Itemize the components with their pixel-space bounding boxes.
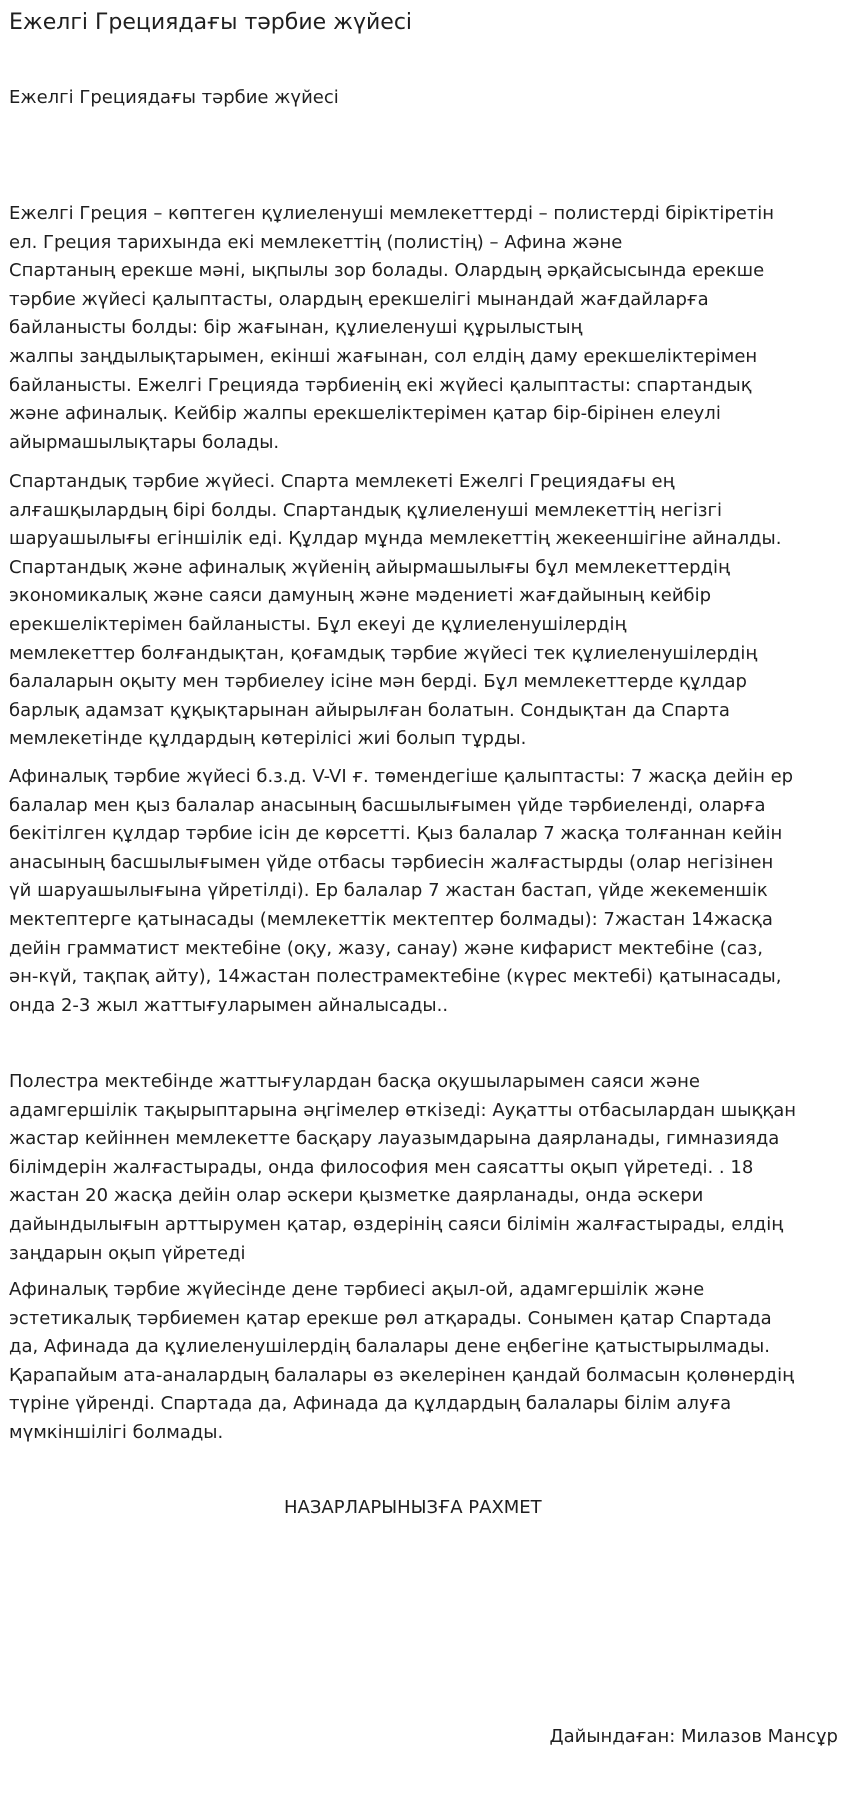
- paragraph-line: дайындылығын арттырумен қатар, өздерінің саяси білімін жалғастырады, елдің: [9, 1213, 784, 1235]
- paragraph-line: Афиналық тәрбие жүйесінде дене тәрбиесі ақыл-ой, адамгершілік және: [9, 1279, 705, 1300]
- paragraph-line: Спартандық және афиналық жүйенің айырмашылығы бұл мемлекеттердің: [9, 556, 730, 578]
- paragraph-line: жастар кейіннен мемлекетте басқару лауазымдарына даярланады, гимназияда: [9, 1128, 780, 1150]
- paragraph-line: Қарапайым ата-аналардың балалары өз әкелерінен қандай болмасын қолөнердің: [9, 1364, 795, 1386]
- paragraph-line: онда 2-3 жыл жаттығуларымен айналысады..: [9, 994, 449, 1016]
- closing-thanks: НАЗАРЛАРЫНЫЗҒА РАХМЕТ: [284, 1497, 542, 1518]
- paragraph-line: түріне үйренді. Спартада да, Афинада да құлдардың балалары білім алуға: [9, 1393, 732, 1415]
- paragraph-sparta: [9, 468, 844, 754]
- paragraph-line: Спартандық тәрбие жүйесі. Спарта мемлекеті Ежелгі Грециядағы ең: [9, 471, 675, 492]
- paragraph-line: экономикалық және саяси дамуның және мәдениеті жағдайының кейбір: [9, 585, 712, 607]
- paragraph-intro: [9, 200, 844, 457]
- paragraph-line: ел. Греция тарихында екі мемлекеттің (полистің) – Афина және: [9, 231, 623, 253]
- paragraph-palaestra: [9, 1068, 844, 1268]
- paragraph-line: ерекшеліктерімен байланысты. Бұл екеуі де құлиеленушілердің: [9, 613, 627, 635]
- paragraph-line: анасының басшылығымен үйде отбасы тәрбиесін жалғастырды (олар негізінен: [9, 851, 774, 873]
- paragraph-line: үй шаруашылығына үйретілді). Ер балалар 7 жастан бастап, үйде жекеменшік: [9, 880, 768, 902]
- paragraph-line: адамгершілік тақырыптарына әңгімелер өткізеді: Ауқатты отбасылардан шыққан: [9, 1099, 797, 1121]
- paragraph-line: білімдерін жалғастырады, онда философия мен саясатты оқып үйретеді. . 18: [9, 1156, 754, 1178]
- paragraph-line: мектептерге қатынасады (мемлекеттік мектептер болмады): 7жастан 14жасқа: [9, 908, 773, 930]
- paragraph-line: балаларын оқыту мен тәрбиелеу ісіне мән берді. Бұл мемлекеттерде құлдар: [9, 671, 747, 693]
- paragraph-line: балалар мен қыз балалар анасының басшылығымен үйде тәрбиеленді, оларға: [9, 794, 766, 816]
- paragraph-line: тәрбие жүйесі қалыптасты, олардың ерекшелігі мынандай жағдайларға: [9, 288, 709, 310]
- paragraph-line: ән-күй, тақпақ айту), 14жастан полестрамектебіне (күрес мектебі) қатынасады,: [9, 966, 782, 988]
- paragraph-line: айырмашылықтары болады.: [9, 431, 280, 453]
- paragraph-line: барлық адамзат құқықтарынан айырылған болатын. Сондықтан да Спарта: [9, 699, 730, 721]
- paragraph-line: жалпы заңдылықтарымен, екінші жағынан, сол елдің даму ерекшеліктерімен: [9, 345, 758, 367]
- paragraph-athens: [9, 763, 844, 1020]
- paragraph-line: мүмкіншілігі болмады.: [9, 1421, 224, 1443]
- paragraph-line: және афиналық. Кейбір жалпы ерекшеліктерімен қатар бір-бірінен елеулі: [9, 403, 721, 425]
- paragraph-line: Афиналық тәрбие жүйесі б.з.д. V-VI ғ. төмендегіше қалыптасты: 7 жасқа дейін ер: [9, 766, 794, 787]
- paragraph-line: байланысты болды: бір жағынан, құлиеленуші құрылыстың: [9, 317, 583, 339]
- paragraph-line: Ежелгі Греция – көптеген құлиеленуші мемлекеттерді – полистерді біріктіретін: [9, 203, 775, 224]
- paragraph-line: заңдарын оқып үйретеді: [9, 1242, 246, 1264]
- paragraph-line: Полестра мектебінде жаттығулардан басқа оқушыларымен саяси және: [9, 1071, 700, 1092]
- paragraph-line: дейін грамматист мектебіне (оқу, жазу, санау) және кифарист мектебіне (саз,: [9, 937, 763, 959]
- paragraph-line: жастан 20 жасқа дейін олар әскери қызметке даярланады, онда әскери: [9, 1185, 704, 1207]
- paragraph-line: алғашқылардың бірі болды. Спартандық құлиеленуші мемлекеттің негізгі: [9, 499, 722, 521]
- paragraph-physical-education: [9, 1276, 844, 1448]
- document-subtitle: Ежелгі Грециядағы тәрбие жүйесі: [9, 87, 339, 108]
- paragraph-line: мемлекетінде құлдардың көтерілісі жиі болып тұрды.: [9, 728, 527, 750]
- paragraph-line: Спартаның ерекше мәні, ықпылы зор болады. Олардың әрқайсысында ерекше: [9, 260, 765, 282]
- paragraph-line: шаруашылығы егіншілік еді. Құлдар мұнда мемлекеттің жекееншігіне айналды.: [9, 528, 782, 550]
- paragraph-line: мемлекеттер болғандықтан, қоғамдық тәрбие жүйесі тек құлиеленушілердің: [9, 642, 758, 664]
- paragraph-line: эстетикалық тәрбиемен қатар ерекше рөл атқарады. Сонымен қатар Спартада: [9, 1307, 772, 1329]
- document-title: Ежелгі Грециядағы тәрбие жүйесі: [9, 10, 413, 35]
- paragraph-line: байланысты. Ежелгі Грецияда тәрбиенің екі жүйесі қалыптасты: спартандық: [9, 374, 752, 396]
- author-credit: Дайындаған: Милазов Мансұр: [549, 1726, 838, 1747]
- paragraph-line: бекітілген құлдар тәрбие ісін де көрсетті. Қыз балалар 7 жасқа толғаннан кейін: [9, 823, 783, 845]
- paragraph-line: да, Афинада да құлиеленушілердің балалары дене еңбегіне қатыстырылмады.: [9, 1336, 770, 1358]
